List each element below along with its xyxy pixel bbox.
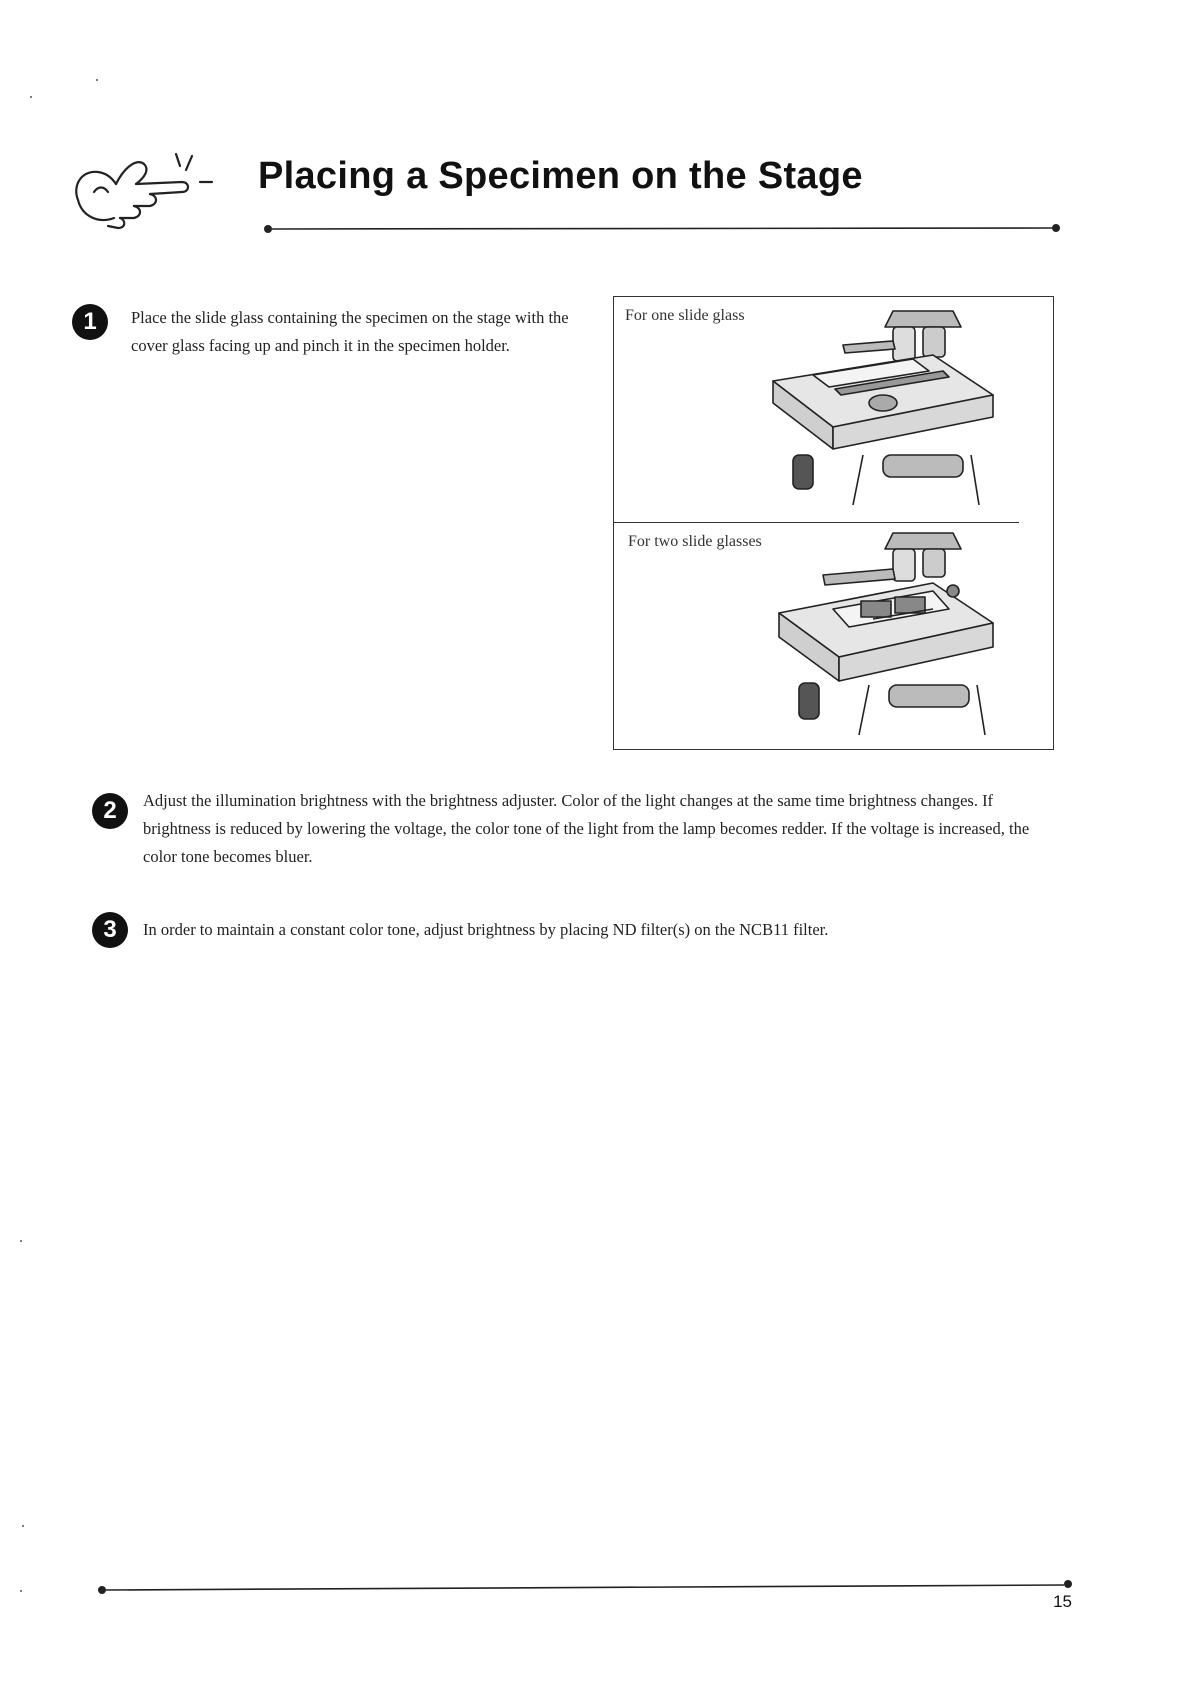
microscope-stage-one-slide-illustration [743,305,1013,515]
caption-two-slides: For two slide glasses [628,533,762,550]
scan-speck [96,79,98,81]
scan-speck [22,1525,24,1527]
step-number-badge: 2 [92,793,128,829]
scan-speck [30,96,32,98]
page-number: 15 [1053,1592,1072,1611]
step-number-badge: 1 [72,304,108,340]
caption-one-slide: For one slide glass [625,307,745,324]
step-number-badge: 3 [92,912,128,948]
figure-divider [614,522,1019,523]
stage-illustration-box [613,296,1054,750]
step-text: Place the slide glass containing the specimen on the stage with the cover glass facing up and pinch it in the specimen holder. [131,308,569,355]
pointing-hand-icon [64,140,224,240]
microscope-stage-two-slides-illustration [743,529,1013,739]
step-text: In order to maintain a constant color tone, adjust brightness by placing ND filter(s) on the NCB11 filter. [143,920,829,939]
step-text: Adjust the illumination brightness with the brightness adjuster. Color of the light changes at the same time brightness changes. If brightness is reduced by lowering the voltage, the color tone of the light from the lamp becomes redder. If the voltage is increased, the color tone becomes bluer. [143,791,1030,866]
page-title: Placing a Specimen on the Stage [258,155,863,197]
scan-speck [20,1240,22,1242]
title-rule [262,222,1062,236]
footer-rule [96,1578,1076,1594]
scan-speck [20,1590,22,1592]
